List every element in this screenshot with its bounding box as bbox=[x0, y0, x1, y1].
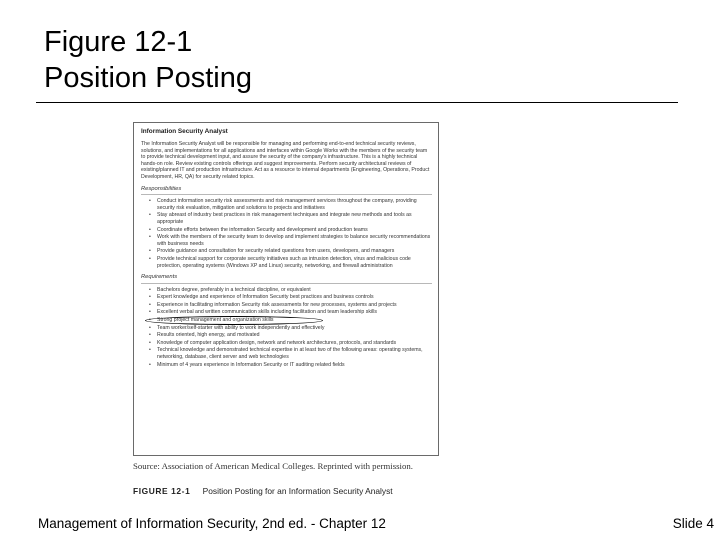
responsibilities-heading: Responsibilities bbox=[141, 185, 182, 192]
requirements-heading: Requirements bbox=[141, 274, 178, 281]
responsibilities-divider bbox=[141, 194, 432, 195]
list-item: • Expert knowledge and experience of Information Security best practices and business controls bbox=[157, 294, 432, 301]
list-item: • Results oriented, high energy, and motivated bbox=[157, 332, 432, 339]
list-item: • Provide technical support for corporate security initiatives such as intrusion detection, virus and malicious code protection, operating systems (Windows XP and Linux) security, networking, and firewall administration bbox=[157, 256, 432, 269]
list-item: • Conduct information security risk assessments and risk management services throughout the company, providing security risk evaluation, mitigation and solutions to projects and initiatives bbox=[157, 198, 432, 211]
slide-title bbox=[44, 24, 252, 96]
figure-caption-label: FIGURE 12-1 bbox=[133, 486, 191, 496]
footer-slide-number: Slide 4 bbox=[672, 516, 714, 531]
list-item: • Work with the members of the security team to develop and implement strategies to balance security recommendations with business needs bbox=[157, 234, 432, 247]
list-item: • Excellent verbal and written communication skills including facilitation and team leadership skills bbox=[157, 309, 432, 316]
requirements-list bbox=[141, 287, 432, 369]
figure-caption bbox=[133, 486, 393, 496]
list-item: • Technical knowledge and demonstrated technical expertise in at least two of the following areas: operating systems, networking, database, client server and web technologies bbox=[157, 347, 432, 360]
list-item: • Bachelors degree, preferably in a technical discipline, or equivalent bbox=[157, 287, 432, 294]
footer-course-title: Management of Information Security, 2nd ed. - Chapter 12 bbox=[38, 516, 386, 531]
responsibilities-list bbox=[141, 198, 432, 269]
list-item: • Team worker/self-starter with ability to work independently and effectively bbox=[157, 325, 432, 332]
document-intro: The Information Security Analyst will be responsible for managing and performing end-to-end technical security reviews, solutions, and implementations for all applications and interfaces within Google Works with the members of the security team to provide technical development input, and assure the security of the company's infrastructure. This is a highly technical hands-on role. Review existing controls offerings and suggest improvements. Perform security architectural reviews of existing/planned IT and production infrastructure. Act as a resource to internal departments (Engineering, Operations, Product Development, HR, QA) for security related topics. bbox=[141, 141, 430, 180]
requirements-divider bbox=[141, 283, 432, 284]
slide-title-line-1: Figure 12-1 bbox=[44, 26, 193, 58]
list-item: • Experience in facilitating information Security risk assessments for new processes, systems and projects bbox=[157, 302, 432, 309]
title-divider bbox=[36, 102, 678, 103]
figure-caption-text: Position Posting for an Information Security Analyst bbox=[202, 486, 393, 496]
figure-source: Source: Association of American Medical Colleges. Reprinted with permission. bbox=[133, 461, 413, 471]
position-posting-document bbox=[133, 122, 439, 456]
highlighted-requirement bbox=[157, 317, 432, 324]
list-item: • Provide guidance and consultation for security related questions from users, developers, and managers bbox=[157, 248, 432, 255]
list-item: • Knowledge of computer application design, network and network architectures, protocols, and standards bbox=[157, 340, 432, 347]
slide-title-line-2: Position Posting bbox=[44, 62, 252, 94]
list-item: • Coordinate efforts between the information Security and development and production teams bbox=[157, 227, 432, 234]
document-title: Information Security Analyst bbox=[141, 128, 228, 135]
highlighted-requirement-text: Strong project management and organization skills bbox=[157, 317, 274, 324]
list-item: • Stay abreast of industry best practices in risk management techniques and integrate new methods and tools as appropriate bbox=[157, 212, 432, 225]
list-item: • Minimum of 4 years experience in Information Security or IT auditing related fields bbox=[157, 362, 432, 369]
